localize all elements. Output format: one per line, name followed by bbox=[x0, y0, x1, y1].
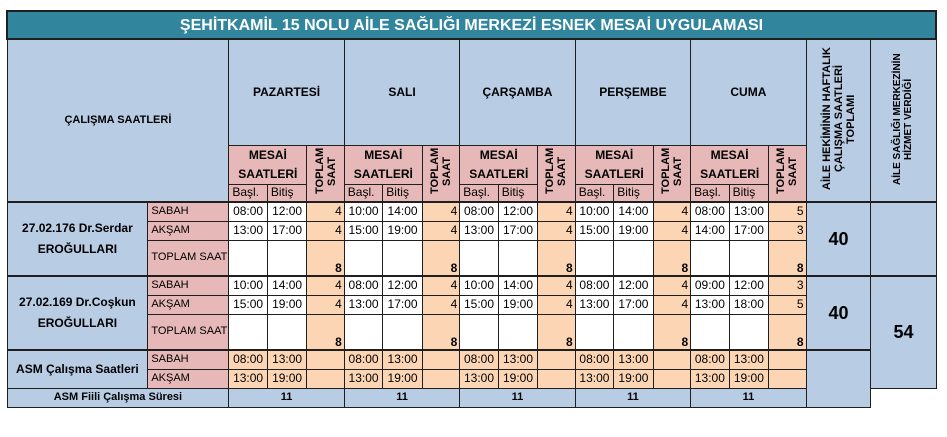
end-time: 12:00 bbox=[498, 202, 538, 221]
toplam-saat-label: TOPLAM SAAT bbox=[148, 314, 229, 350]
hours-value: 3 bbox=[769, 276, 806, 295]
hours-value: 4 bbox=[307, 202, 344, 221]
asm-service-total: 54 bbox=[871, 276, 936, 388]
empty-cell bbox=[307, 350, 344, 369]
end-time: 19:00 bbox=[498, 295, 538, 314]
hours-value: 3 bbox=[769, 221, 806, 240]
hours-value: 4 bbox=[422, 276, 459, 295]
mesai-saatleri-header: MESAİ SAATLERİ bbox=[691, 145, 769, 184]
empty-cell bbox=[460, 314, 498, 350]
fiili-value: 11 bbox=[229, 388, 344, 407]
empty-cell bbox=[769, 369, 806, 388]
start-time: 08:00 bbox=[460, 202, 498, 221]
empty-cell bbox=[691, 314, 729, 350]
bitis-header: Bitiş bbox=[267, 184, 307, 202]
hours-value: 4 bbox=[653, 221, 690, 240]
daily-total: 8 bbox=[769, 240, 806, 276]
doctor-name: 27.02.176 Dr.Serdar EROĞULLARI bbox=[7, 202, 148, 276]
day-header-1: SALI bbox=[344, 39, 459, 145]
toplam-saat-header bbox=[422, 145, 459, 202]
toplam-saat-header-text: TOPLAM SAAT bbox=[659, 148, 684, 195]
end-time: 12:00 bbox=[383, 276, 423, 295]
bitis-header: Bitiş bbox=[729, 184, 769, 202]
hours-value: 4 bbox=[538, 221, 575, 240]
daily-total: 8 bbox=[307, 314, 344, 350]
end-time: 14:00 bbox=[614, 202, 654, 221]
asm-start-time: 08:00 bbox=[575, 350, 613, 369]
hours-value: 4 bbox=[422, 221, 459, 240]
empty-cell bbox=[422, 350, 459, 369]
empty-cell bbox=[538, 350, 575, 369]
empty-cell bbox=[229, 314, 267, 350]
end-time: 12:00 bbox=[267, 202, 307, 221]
daily-total: 8 bbox=[769, 314, 806, 350]
start-time: 10:00 bbox=[344, 202, 382, 221]
toplam-saat-header bbox=[307, 145, 344, 202]
empty-cell bbox=[498, 240, 538, 276]
asm-start-time: 13:00 bbox=[575, 369, 613, 388]
start-time: 08:00 bbox=[344, 276, 382, 295]
empty-cell bbox=[653, 350, 690, 369]
aksam-label: AKŞAM bbox=[148, 295, 229, 314]
asm-end-time: 13:00 bbox=[267, 350, 307, 369]
asm-start-time: 08:00 bbox=[460, 350, 498, 369]
asm-end-time: 19:00 bbox=[498, 369, 538, 388]
asm-end-time: 19:00 bbox=[614, 369, 654, 388]
toplam-saat-header-text: TOPLAM SAAT bbox=[544, 148, 569, 195]
mesai-saatleri-header: MESAİ SAATLERİ bbox=[229, 145, 307, 184]
end-time: 17:00 bbox=[383, 295, 423, 314]
start-time: 10:00 bbox=[575, 202, 613, 221]
start-time: 10:00 bbox=[460, 276, 498, 295]
empty-cell bbox=[498, 314, 538, 350]
toplam-saat-header-text: TOPLAM SAAT bbox=[429, 148, 454, 195]
asm-start-time: 13:00 bbox=[344, 369, 382, 388]
daily-total: 8 bbox=[653, 314, 690, 350]
basl-header: Başl. bbox=[691, 184, 729, 202]
toplam-saat-header bbox=[538, 145, 575, 202]
basl-header: Başl. bbox=[575, 184, 613, 202]
toplam-saat-header-text: TOPLAM SAAT bbox=[313, 148, 338, 195]
weekly-total-header-text: AİLE HEKİMİNİN HAFTALIK ÇALIŞMA SAATLERİ TOPLAMI bbox=[820, 47, 857, 190]
daily-total: 8 bbox=[538, 314, 575, 350]
bitis-header: Bitiş bbox=[498, 184, 538, 202]
mesai-saatleri-header: MESAİ SAATLERİ bbox=[575, 145, 653, 184]
mesai-saatleri-header: MESAİ SAATLERİ bbox=[460, 145, 538, 184]
toplam-saat-label: TOPLAM SAAT bbox=[148, 240, 229, 276]
empty-cell bbox=[422, 369, 459, 388]
hours-value: 5 bbox=[769, 295, 806, 314]
empty-cell bbox=[460, 240, 498, 276]
hours-value: 4 bbox=[307, 295, 344, 314]
fiili-label: ASM Fiili Çalışma Süresi bbox=[7, 388, 229, 407]
basl-header: Başl. bbox=[460, 184, 498, 202]
end-time: 14:00 bbox=[383, 202, 423, 221]
empty-cell bbox=[614, 314, 654, 350]
empty-cell bbox=[383, 240, 423, 276]
day-header-2: ÇARŞAMBA bbox=[460, 39, 575, 145]
daily-total: 8 bbox=[653, 240, 690, 276]
start-time: 15:00 bbox=[460, 295, 498, 314]
start-time: 15:00 bbox=[575, 221, 613, 240]
hours-value: 4 bbox=[538, 295, 575, 314]
asm-service-header-text: AİLE SAĞLIĞI MERKEZİNİN HİZMET VERDİĞİ bbox=[892, 52, 915, 185]
empty-cell bbox=[769, 350, 806, 369]
sabah-label: SABAH bbox=[148, 276, 229, 295]
end-time: 19:00 bbox=[614, 221, 654, 240]
sabah-label: SABAH bbox=[148, 202, 229, 221]
schedule-table bbox=[6, 10, 937, 408]
start-time: 15:00 bbox=[229, 295, 267, 314]
hours-value: 4 bbox=[653, 202, 690, 221]
end-time: 19:00 bbox=[267, 295, 307, 314]
end-time: 17:00 bbox=[729, 221, 769, 240]
empty-cell bbox=[267, 240, 307, 276]
start-time: 09:00 bbox=[691, 276, 729, 295]
asm-service-spacer bbox=[871, 202, 936, 276]
doctor-name: 27.02.169 Dr.Coşkun EROĞULLARI bbox=[7, 276, 148, 350]
start-time: 14:00 bbox=[691, 221, 729, 240]
bitis-header: Bitiş bbox=[383, 184, 423, 202]
empty-cell bbox=[575, 314, 613, 350]
empty-cell bbox=[344, 240, 382, 276]
end-time: 14:00 bbox=[267, 276, 307, 295]
start-time: 08:00 bbox=[575, 276, 613, 295]
empty-cell bbox=[691, 240, 729, 276]
asm-end-time: 13:00 bbox=[383, 350, 423, 369]
weekly-total-header bbox=[806, 39, 871, 202]
asm-start-time: 13:00 bbox=[691, 369, 729, 388]
empty-cell bbox=[729, 240, 769, 276]
asm-start-time: 13:00 bbox=[229, 369, 267, 388]
asm-start-time: 08:00 bbox=[691, 350, 729, 369]
hours-value: 4 bbox=[538, 276, 575, 295]
end-time: 12:00 bbox=[729, 276, 769, 295]
start-time: 13:00 bbox=[229, 221, 267, 240]
asm-end-time: 19:00 bbox=[729, 369, 769, 388]
asm-end-time: 19:00 bbox=[267, 369, 307, 388]
start-time: 13:00 bbox=[691, 295, 729, 314]
fiili-value: 11 bbox=[460, 388, 575, 407]
end-time: 17:00 bbox=[267, 221, 307, 240]
asm-end-time: 19:00 bbox=[383, 369, 423, 388]
daily-total: 8 bbox=[422, 240, 459, 276]
asm-start-time: 08:00 bbox=[229, 350, 267, 369]
weekly-total-spacer bbox=[806, 350, 871, 407]
daily-total: 8 bbox=[422, 314, 459, 350]
empty-cell bbox=[614, 240, 654, 276]
fiili-value: 11 bbox=[691, 388, 806, 407]
basl-header: Başl. bbox=[229, 184, 267, 202]
asm-service-header bbox=[871, 39, 936, 202]
fiili-value: 11 bbox=[344, 388, 459, 407]
asm-end-time: 13:00 bbox=[498, 350, 538, 369]
empty-cell bbox=[307, 369, 344, 388]
start-time: 13:00 bbox=[344, 295, 382, 314]
aksam-label: AKŞAM bbox=[148, 369, 229, 388]
end-time: 17:00 bbox=[614, 295, 654, 314]
end-time: 17:00 bbox=[498, 221, 538, 240]
aksam-label: AKŞAM bbox=[148, 221, 229, 240]
toplam-saat-header bbox=[653, 145, 690, 202]
daily-total: 8 bbox=[538, 240, 575, 276]
empty-cell bbox=[383, 314, 423, 350]
weekly-total-value: 40 bbox=[806, 202, 871, 276]
end-time: 18:00 bbox=[729, 295, 769, 314]
asm-end-time: 13:00 bbox=[614, 350, 654, 369]
hours-value: 5 bbox=[769, 202, 806, 221]
end-time: 13:00 bbox=[729, 202, 769, 221]
start-time: 13:00 bbox=[575, 295, 613, 314]
sabah-label: SABAH bbox=[148, 350, 229, 369]
hours-value: 4 bbox=[653, 295, 690, 314]
hours-value: 4 bbox=[538, 202, 575, 221]
asm-hours-label: ASM Çalışma Saatleri bbox=[7, 350, 148, 388]
empty-cell bbox=[575, 240, 613, 276]
mesai-saatleri-header: MESAİ SAATLERİ bbox=[344, 145, 422, 184]
toplam-saat-header-text: TOPLAM SAAT bbox=[775, 148, 800, 195]
bitis-header: Bitiş bbox=[614, 184, 654, 202]
hours-value: 4 bbox=[653, 276, 690, 295]
asm-start-time: 13:00 bbox=[460, 369, 498, 388]
empty-cell bbox=[729, 314, 769, 350]
start-time: 08:00 bbox=[691, 202, 729, 221]
end-time: 19:00 bbox=[383, 221, 423, 240]
hours-value: 4 bbox=[422, 202, 459, 221]
empty-cell bbox=[229, 240, 267, 276]
empty-cell bbox=[653, 369, 690, 388]
start-time: 08:00 bbox=[229, 202, 267, 221]
fiili-value: 11 bbox=[575, 388, 690, 407]
daily-total: 8 bbox=[307, 240, 344, 276]
weekly-total-value: 40 bbox=[806, 276, 871, 350]
empty-cell bbox=[267, 314, 307, 350]
hours-value: 4 bbox=[422, 295, 459, 314]
start-time: 10:00 bbox=[229, 276, 267, 295]
end-time: 14:00 bbox=[498, 276, 538, 295]
hours-value: 4 bbox=[307, 221, 344, 240]
toplam-saat-header bbox=[769, 145, 806, 202]
day-header-3: PERŞEMBE bbox=[575, 39, 690, 145]
page-title: ŞEHİTKAMİL 15 NOLU AİLE SAĞLIĞI MERKEZİ ESNEK MESAİ UYGULAMASI bbox=[7, 11, 936, 39]
asm-start-time: 08:00 bbox=[344, 350, 382, 369]
day-header-4: CUMA bbox=[691, 39, 806, 145]
empty-cell bbox=[344, 314, 382, 350]
start-time: 15:00 bbox=[344, 221, 382, 240]
empty-cell bbox=[538, 369, 575, 388]
start-time: 13:00 bbox=[460, 221, 498, 240]
end-time: 12:00 bbox=[614, 276, 654, 295]
calisma-saatleri-header: ÇALIŞMA SAATLERİ bbox=[7, 39, 229, 202]
basl-header: Başl. bbox=[344, 184, 382, 202]
day-header-0: PAZARTESİ bbox=[229, 39, 344, 145]
asm-end-time: 13:00 bbox=[729, 350, 769, 369]
hours-value: 4 bbox=[307, 276, 344, 295]
